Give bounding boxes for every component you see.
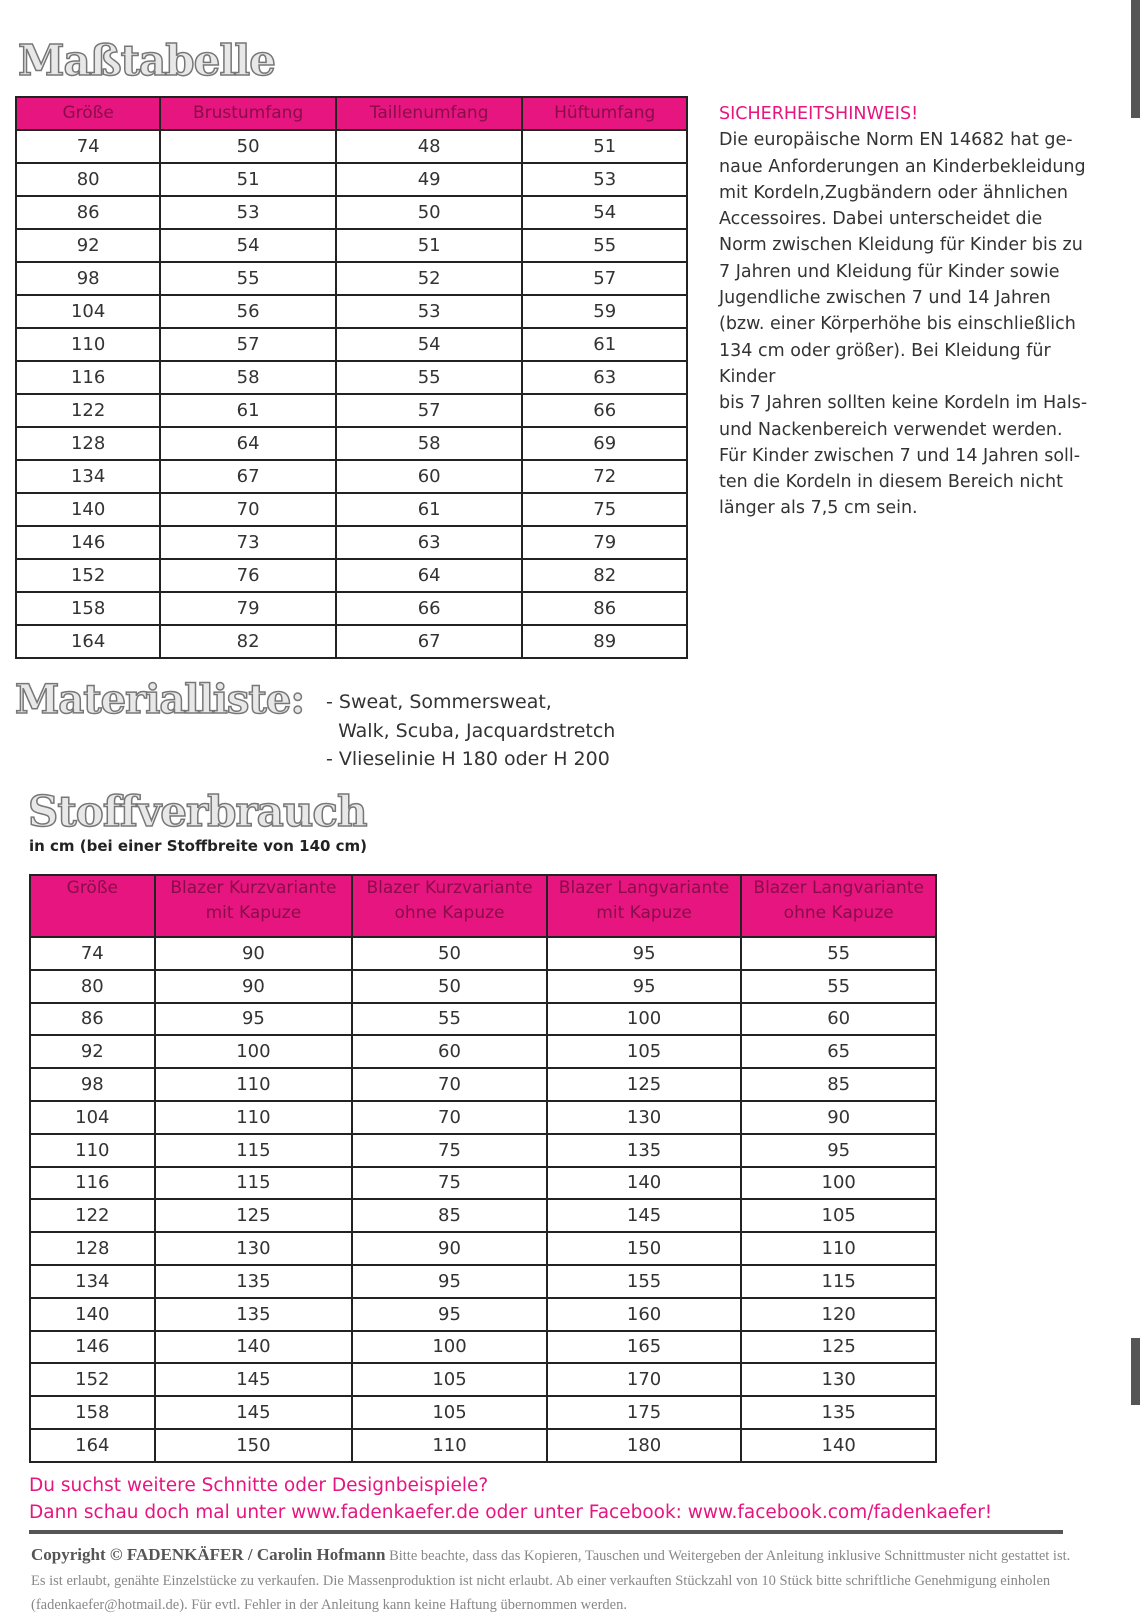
column-header: [741, 875, 936, 937]
table-cell: 135: [741, 1396, 936, 1429]
table-cell: 152: [16, 559, 160, 592]
table-cell: 79: [160, 592, 336, 625]
table-cell: 67: [336, 625, 523, 658]
table-cell: 105: [352, 1363, 547, 1396]
table-cell: 90: [155, 970, 353, 1003]
table-cell: 92: [16, 229, 160, 262]
table-cell: 115: [155, 1134, 353, 1167]
safety-line: 7 Jahren und Kleidung für Kinder sowie: [719, 261, 1060, 282]
material-item: - Vlieselinie H 180 oder H 200: [326, 748, 610, 770]
size-table: [15, 96, 688, 659]
table-cell: 48: [336, 130, 523, 163]
table-cell: 53: [336, 295, 523, 328]
table-cell: 135: [155, 1265, 353, 1298]
table-cell: 130: [155, 1232, 353, 1265]
table-cell: 70: [352, 1068, 547, 1101]
column-header: Hüftumfang: [522, 97, 687, 130]
table-cell: 89: [522, 625, 687, 658]
column-header: Taillenumfang: [336, 97, 523, 130]
promo-line: Du suchst weitere Schnitte oder Designbeispiele?: [29, 1475, 489, 1496]
table-cell: 73: [160, 526, 336, 559]
table-cell: 80: [16, 163, 160, 196]
table-cell: 145: [547, 1199, 742, 1232]
safety-line: Die europäische Norm EN 14682 hat ge-: [719, 130, 1073, 151]
table-cell: 105: [741, 1199, 936, 1232]
table-cell: 75: [352, 1134, 547, 1167]
table-cell: 160: [547, 1298, 742, 1331]
table-cell: 120: [741, 1298, 936, 1331]
safety-line: (bzw. einer Körperhöhe bis einschließlich: [719, 314, 1076, 335]
table-row: [16, 460, 687, 493]
column-header: [155, 875, 353, 937]
safety-heading: SICHERHEITSHINWEIS!: [719, 104, 919, 124]
table-cell: 128: [30, 1232, 155, 1265]
fabric-usage-table: [29, 874, 937, 1463]
table-cell: 61: [160, 394, 336, 427]
copyright-owner: Copyright © FADENKÄFER / Carolin Hofmann: [31, 1545, 386, 1564]
table-cell: 134: [16, 460, 160, 493]
table-cell: 64: [160, 427, 336, 460]
table-cell: 180: [547, 1429, 742, 1462]
table-cell: 67: [160, 460, 336, 493]
table-row: [16, 229, 687, 262]
table-cell: 140: [547, 1167, 742, 1200]
table-cell: 60: [336, 460, 523, 493]
table-row: [30, 1265, 936, 1298]
material-list: [326, 688, 615, 774]
table-cell: 175: [547, 1396, 742, 1429]
table-cell: 90: [352, 1232, 547, 1265]
copyright-footer: [31, 1543, 1071, 1618]
safety-line: Norm zwischen Kleidung für Kinder bis zu: [719, 235, 1083, 256]
table-row: [30, 1298, 936, 1331]
table-cell: 100: [352, 1331, 547, 1364]
table-cell: 122: [30, 1199, 155, 1232]
table-cell: 70: [352, 1101, 547, 1134]
table-cell: 116: [30, 1167, 155, 1200]
table-cell: 104: [30, 1101, 155, 1134]
table-cell: 140: [155, 1331, 353, 1364]
table-cell: 61: [522, 328, 687, 361]
table-row: [30, 1429, 936, 1462]
table-row: [16, 427, 687, 460]
table-row: [16, 262, 687, 295]
table-cell: 170: [547, 1363, 742, 1396]
table-cell: 50: [336, 196, 523, 229]
material-item: Walk, Scuba, Jacquardstretch: [326, 719, 616, 742]
table-cell: 110: [155, 1101, 353, 1134]
table-cell: 100: [547, 1003, 742, 1036]
table-row: [30, 937, 936, 970]
table-cell: 105: [547, 1035, 742, 1068]
table-cell: 90: [155, 937, 353, 970]
table-cell: 104: [16, 295, 160, 328]
table-cell: 61: [336, 493, 523, 526]
table-row: [30, 1199, 936, 1232]
table-cell: 140: [741, 1429, 936, 1462]
table-cell: 56: [160, 295, 336, 328]
table-cell: 110: [352, 1429, 547, 1462]
table-cell: 115: [155, 1167, 353, 1200]
column-header: Größe: [16, 97, 160, 130]
table-row: [16, 328, 687, 361]
table-cell: 80: [30, 970, 155, 1003]
table-cell: 55: [522, 229, 687, 262]
table-cell: 125: [155, 1199, 353, 1232]
table-cell: 165: [547, 1331, 742, 1364]
table-row: [16, 625, 687, 658]
table-cell: 58: [160, 361, 336, 394]
table-cell: 135: [155, 1298, 353, 1331]
table-cell: 128: [16, 427, 160, 460]
table-cell: 150: [155, 1429, 353, 1462]
copyright-text: Bitte beachte, dass das Kopieren, Tauschen und Weitergeben der Anleitung inklusive Schnittmuster nicht gestattet ist. Es ist erlaubt, genähte Einzelstücke zu verkaufen. Die Massenproduktion ist nicht erlaubt. Ab einer verkauften Stückzahl von 10 Stück bitte schriftliche Genehmigung einholen (fadenkaefer@hotmail.de). Für evtl. Fehler in der Anleitung kann keine Haftung übernommen werden.: [31, 1548, 1071, 1613]
table-row: [30, 1167, 936, 1200]
table-row: [30, 1363, 936, 1396]
size-table-title: Maßtabelle: [18, 36, 275, 85]
fabric-usage-subtitle: in cm (bei einer Stoffbreite von 140 cm): [29, 837, 368, 855]
divider: [29, 1530, 1063, 1534]
table-cell: 146: [16, 526, 160, 559]
table-cell: 86: [30, 1003, 155, 1036]
material-list-title: Materialliste:: [15, 676, 305, 723]
table-cell: 49: [336, 163, 523, 196]
table-cell: 86: [16, 196, 160, 229]
table-cell: 57: [160, 328, 336, 361]
table-cell: 130: [547, 1101, 742, 1134]
safety-line: Accessoires. Dabei unterscheidet die: [719, 209, 1043, 230]
table-cell: 150: [547, 1232, 742, 1265]
scrollbar-bottom[interactable]: [1131, 1338, 1140, 1405]
table-cell: 50: [160, 130, 336, 163]
safety-line: mit Kordeln,Zugbändern oder ähnlichen: [719, 182, 1068, 203]
table-cell: 145: [155, 1396, 353, 1429]
table-cell: 158: [16, 592, 160, 625]
table-cell: 69: [522, 427, 687, 460]
material-item: - Sweat, Sommersweat,: [326, 691, 552, 713]
table-cell: 51: [522, 130, 687, 163]
column-header-line: Blazer Langvariante: [753, 878, 924, 898]
table-row: [30, 1232, 936, 1265]
table-cell: 82: [522, 559, 687, 592]
safety-line: länger als 7,5 cm sein.: [719, 498, 918, 519]
table-cell: 95: [741, 1134, 936, 1167]
table-cell: 54: [160, 229, 336, 262]
table-cell: 57: [522, 262, 687, 295]
table-row: [30, 1101, 936, 1134]
table-cell: 60: [352, 1035, 547, 1068]
table-cell: 98: [30, 1068, 155, 1101]
table-cell: 95: [155, 1003, 353, 1036]
column-header-line: ohne Kapuze: [394, 903, 505, 923]
column-header: [352, 875, 547, 937]
table-cell: 59: [522, 295, 687, 328]
table-cell: 54: [336, 328, 523, 361]
table-cell: 164: [30, 1429, 155, 1462]
table-cell: 57: [336, 394, 523, 427]
table-row: [16, 295, 687, 328]
table-row: [16, 592, 687, 625]
table-cell: 110: [155, 1068, 353, 1101]
table-cell: 64: [336, 559, 523, 592]
table-row: [16, 394, 687, 427]
column-header-line: mit Kapuze: [596, 903, 692, 923]
table-cell: 134: [30, 1265, 155, 1298]
table-cell: 152: [30, 1363, 155, 1396]
table-cell: 54: [522, 196, 687, 229]
table-cell: 98: [16, 262, 160, 295]
column-header-line: mit Kapuze: [205, 903, 302, 923]
table-cell: 70: [160, 493, 336, 526]
table-cell: 145: [155, 1363, 353, 1396]
table-row: [16, 130, 687, 163]
column-header: [30, 875, 155, 937]
table-cell: 90: [741, 1101, 936, 1134]
table-cell: 63: [336, 526, 523, 559]
table-cell: 110: [30, 1134, 155, 1167]
safety-line: Jugendliche zwischen 7 und 14 Jahren: [719, 288, 1051, 309]
table-cell: 58: [336, 427, 523, 460]
table-cell: 115: [741, 1265, 936, 1298]
table-cell: 92: [30, 1035, 155, 1068]
table-cell: 51: [336, 229, 523, 262]
table-cell: 66: [522, 394, 687, 427]
table-row: [30, 1035, 936, 1068]
table-cell: 95: [547, 970, 742, 1003]
column-header-line: Blazer Kurzvariante: [366, 878, 533, 898]
table-cell: 140: [30, 1298, 155, 1331]
table-cell: 95: [352, 1265, 547, 1298]
column-header-line: Blazer Kurzvariante: [170, 878, 337, 898]
table-cell: 63: [522, 361, 687, 394]
column-header: Brustumfang: [160, 97, 336, 130]
table-cell: 50: [352, 970, 547, 1003]
safety-line: Für Kinder zwischen 7 und 14 Jahren soll-: [719, 445, 1081, 466]
table-cell: 85: [741, 1068, 936, 1101]
safety-notice: [719, 101, 1099, 522]
table-cell: 82: [160, 625, 336, 658]
scrollbar-top[interactable]: [1131, 0, 1140, 118]
safety-line: und Nackenbereich verwendet werden.: [719, 419, 1063, 440]
table-cell: 74: [30, 937, 155, 970]
table-row: [16, 163, 687, 196]
table-row: [30, 1003, 936, 1036]
column-header: [547, 875, 742, 937]
table-cell: 122: [16, 394, 160, 427]
table-cell: 125: [547, 1068, 742, 1101]
table-row: [30, 1068, 936, 1101]
table-cell: 53: [522, 163, 687, 196]
table-cell: 50: [352, 937, 547, 970]
table-cell: 75: [522, 493, 687, 526]
table-cell: 100: [155, 1035, 353, 1068]
table-cell: 146: [30, 1331, 155, 1364]
table-cell: 75: [352, 1167, 547, 1200]
table-row: [30, 1134, 936, 1167]
safety-line: 134 cm oder größer). Bei Kleidung für: [719, 340, 1051, 361]
table-cell: 55: [336, 361, 523, 394]
promo-text: [29, 1472, 992, 1526]
table-cell: 76: [160, 559, 336, 592]
safety-line: Kinder: [719, 366, 776, 387]
table-cell: 55: [741, 970, 936, 1003]
table-row: [30, 1331, 936, 1364]
table-cell: 155: [547, 1265, 742, 1298]
safety-line: ten die Kordeln in diesem Bereich nicht: [719, 472, 1063, 493]
table-cell: 116: [16, 361, 160, 394]
table-cell: 86: [522, 592, 687, 625]
table-cell: 158: [30, 1396, 155, 1429]
table-cell: 55: [741, 937, 936, 970]
table-cell: 55: [352, 1003, 547, 1036]
table-cell: 105: [352, 1396, 547, 1429]
table-row: [16, 196, 687, 229]
table-row: [30, 970, 936, 1003]
fabric-usage-title: Stoffverbrauch: [28, 787, 367, 836]
table-cell: 53: [160, 196, 336, 229]
safety-line: naue Anforderungen an Kinderbekleidung: [719, 156, 1086, 177]
table-cell: 72: [522, 460, 687, 493]
table-cell: 51: [160, 163, 336, 196]
column-header-line: Blazer Langvariante: [558, 878, 730, 898]
table-cell: 65: [741, 1035, 936, 1068]
table-row: [16, 559, 687, 592]
table-cell: 79: [522, 526, 687, 559]
table-cell: 110: [741, 1232, 936, 1265]
table-cell: 66: [336, 592, 523, 625]
table-cell: 55: [160, 262, 336, 295]
table-cell: 125: [741, 1331, 936, 1364]
table-cell: 110: [16, 328, 160, 361]
table-row: [16, 526, 687, 559]
table-cell: 130: [741, 1363, 936, 1396]
table-cell: 52: [336, 262, 523, 295]
table-cell: 140: [16, 493, 160, 526]
table-row: [30, 1396, 936, 1429]
column-header-line: Größe: [66, 878, 118, 898]
table-cell: 85: [352, 1199, 547, 1232]
table-row: [16, 493, 687, 526]
table-cell: 95: [547, 937, 742, 970]
safety-line: bis 7 Jahren sollten keine Kordeln im Hals-: [719, 393, 1088, 414]
table-cell: 135: [547, 1134, 742, 1167]
table-cell: 164: [16, 625, 160, 658]
promo-link-line[interactable]: Dann schau doch mal unter www.fadenkaefer.de oder unter Facebook: www.facebook.com/fadenkaefer!: [29, 1502, 993, 1523]
table-row: [16, 361, 687, 394]
table-cell: 74: [16, 130, 160, 163]
column-header-line: ohne Kapuze: [783, 903, 894, 923]
table-cell: 100: [741, 1167, 936, 1200]
table-cell: 60: [741, 1003, 936, 1036]
table-cell: 95: [352, 1298, 547, 1331]
